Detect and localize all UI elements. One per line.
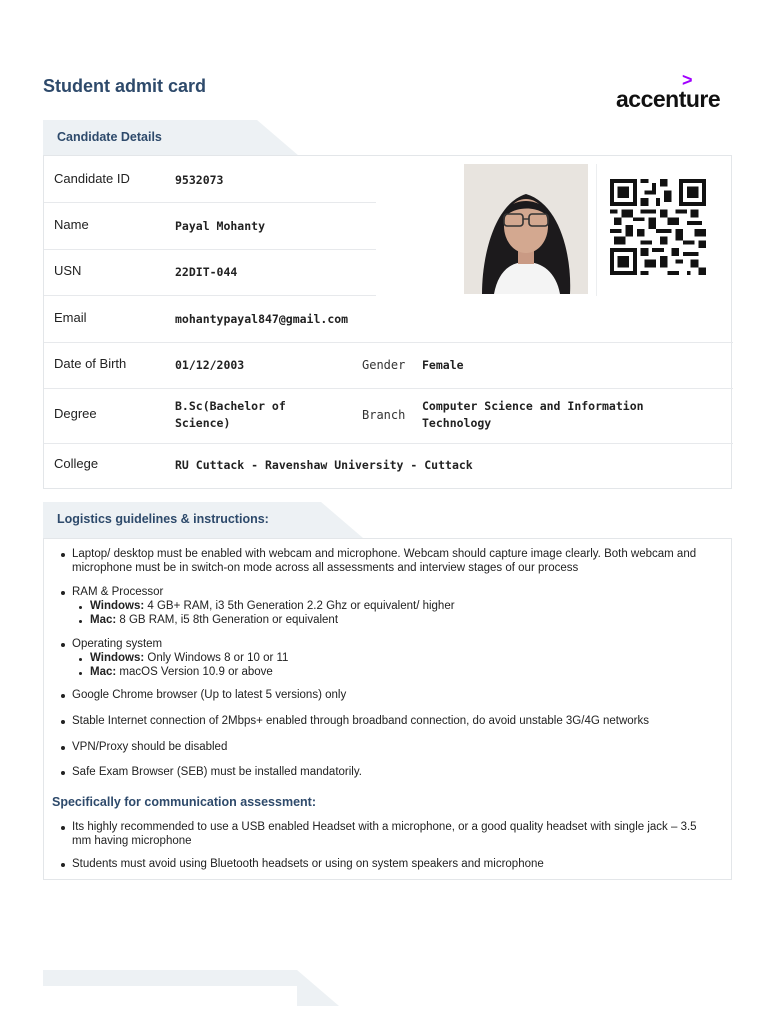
bullet-icon xyxy=(61,694,65,698)
degree-value-line1: B.Sc(Bachelor of xyxy=(175,399,286,413)
gender-value: Female xyxy=(422,358,464,372)
branch-label: Branch xyxy=(362,408,406,422)
branch-value-line1: Computer Science and Information xyxy=(422,399,644,413)
bullet-icon xyxy=(79,672,82,675)
bullet-icon xyxy=(79,606,82,609)
candidate-details-tab xyxy=(43,120,257,156)
bullet-icon xyxy=(61,720,65,724)
communication-item: Its highly recommended to use a USB enabled Headset with a microphone, or a good quality headset with single jack – 3.5 mm having microphone xyxy=(72,821,697,847)
instruction-item: RAM & Processor xyxy=(72,586,164,598)
instruction-item: VPN/Proxy should be disabled xyxy=(72,741,228,753)
bullet-icon xyxy=(79,620,82,623)
divider xyxy=(44,342,733,343)
divider xyxy=(44,202,376,203)
bullet-icon xyxy=(61,863,65,867)
candidate-details-box xyxy=(43,155,732,489)
instruction-item: Operating system xyxy=(72,638,163,650)
candidate-id-value: 9532073 xyxy=(175,173,224,187)
candidate-details-title: Candidate Details xyxy=(57,130,162,144)
college-label: College xyxy=(54,456,99,471)
name-label: Name xyxy=(54,217,89,232)
instruction-item: Google Chrome browser (Up to latest 5 versions) only xyxy=(72,689,347,701)
divider xyxy=(44,249,376,250)
candidate-id-label: Candidate ID xyxy=(54,171,130,186)
sub-item: Windows: 4 GB+ RAM, i3 5th Generation 2.2 Ghz or equivalent/ higher xyxy=(90,600,455,612)
sub-item: Windows: Only Windows 8 or 10 or 11 xyxy=(90,652,289,664)
qr-code-icon xyxy=(610,178,706,276)
logo-mark-icon: > xyxy=(682,70,693,90)
bullet-icon xyxy=(61,746,65,750)
bullet-icon xyxy=(61,643,65,647)
college-value: RU Cuttack - Ravenshaw University - Cuttack xyxy=(175,458,473,472)
logistics-box xyxy=(43,538,732,880)
dob-value: 01/12/2003 xyxy=(175,358,245,372)
accenture-logo xyxy=(616,70,736,112)
communication-heading: Specifically for communication assessment: xyxy=(52,795,316,809)
gender-label: Gender xyxy=(362,358,406,372)
divider xyxy=(44,295,376,296)
sub-item: Mac: 8 GB RAM, i5 8th Generation or equivalent xyxy=(90,614,339,626)
usn-value: 22DIT-044 xyxy=(175,265,238,279)
bullet-icon xyxy=(61,826,65,830)
candidate-photo xyxy=(464,164,588,294)
instruction-item: Safe Exam Browser (SEB) must be installed mandatorily. xyxy=(72,766,362,778)
degree-label: Degree xyxy=(54,406,97,421)
degree-value-line2: Science) xyxy=(175,416,231,430)
bullet-icon xyxy=(61,771,65,775)
email-value: mohantypayal847@gmail.com xyxy=(175,312,349,326)
bullet-icon xyxy=(61,553,65,557)
instruction-item: Stable Internet connection of 2Mbps+ enabled through broadband connection, do avoid unstable 3G/4G networks xyxy=(72,715,649,727)
branch-value-line2: Technology xyxy=(422,416,492,430)
divider xyxy=(44,443,733,444)
dob-label: Date of Birth xyxy=(54,356,127,371)
logistics-tab xyxy=(43,502,321,538)
usn-label: USN xyxy=(54,263,82,278)
page-title: Student admit card xyxy=(43,76,207,96)
portrait-image xyxy=(464,164,588,294)
sub-item: Mac: macOS Version 10.9 or above xyxy=(90,666,273,678)
logistics-title: Logistics guidelines & instructions: xyxy=(57,512,269,526)
divider xyxy=(44,388,733,389)
divider xyxy=(596,164,597,296)
bullet-icon xyxy=(61,591,65,595)
communication-item: Students must avoid using Bluetooth headsets or using on system speakers and microphone xyxy=(72,858,544,870)
email-label: Email xyxy=(54,310,87,325)
logo-text: accenture xyxy=(616,86,721,112)
name-value: Payal Mohanty xyxy=(175,219,266,233)
instruction-item: Laptop/ desktop must be enabled with webcam and microphone. Webcam should capture image clearly. Both webcam and microphone must be in switch-on mode across all assessments and interview stages of our process xyxy=(72,548,697,574)
bullet-icon xyxy=(79,658,82,661)
footer-tab xyxy=(43,970,297,986)
